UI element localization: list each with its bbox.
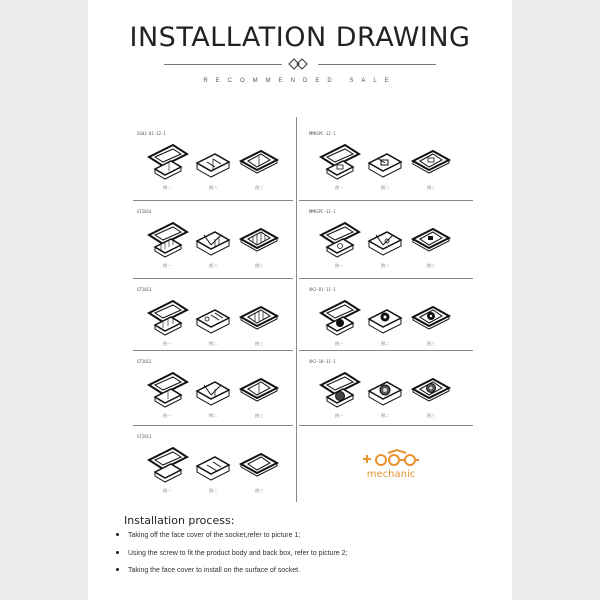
bullet-icon [116, 533, 119, 536]
product-cell [305, 125, 465, 200]
socket-body-drawing [363, 141, 407, 183]
installed-socket-drawing [409, 219, 453, 261]
step-text: Taking off the face cover of the socket,refer to picture 1; [128, 532, 301, 539]
socket-body-drawing [191, 369, 235, 411]
socket-body-drawing [191, 444, 235, 486]
socket-body-drawing [191, 297, 235, 339]
product-cell [305, 203, 465, 278]
install-step-figure [363, 369, 407, 419]
installed-switch-drawing [237, 444, 281, 486]
faceplate-exploded-drawing [317, 297, 361, 339]
product-cell [133, 281, 293, 356]
figure-caption: 图一 [335, 341, 343, 346]
install-step-figure [237, 141, 281, 191]
installation-sheet [88, 0, 512, 600]
install-step-figure [145, 219, 189, 269]
grid-divider [299, 200, 473, 201]
figure-caption: 图二 [209, 341, 217, 346]
figure-caption: 图三 [427, 185, 435, 190]
figure-caption: 图一 [163, 263, 171, 268]
bullet-icon [116, 568, 119, 571]
grid-divider [133, 200, 293, 201]
product-cell [133, 353, 293, 428]
socket-body-drawing [363, 369, 407, 411]
faceplate-exploded-drawing [317, 369, 361, 411]
figure-caption: 图三 [255, 263, 263, 268]
install-step-figure [145, 444, 189, 494]
installed-switch-drawing [237, 219, 281, 261]
socket-body-drawing [363, 219, 407, 261]
install-step-figure [363, 219, 407, 269]
product-code: GT2012 [137, 359, 152, 364]
figure-caption: 图二 [209, 185, 217, 190]
figure-caption: 图二 [381, 413, 389, 418]
install-step-figure [317, 297, 361, 347]
figure-caption: 图一 [163, 488, 171, 493]
step-text: Taking the face cover to install on the surface of socket. [128, 567, 300, 574]
figure-caption: 图一 [163, 413, 171, 418]
figure-caption: 图一 [163, 185, 171, 190]
install-step-figure [317, 141, 361, 191]
figure-caption: 图三 [427, 341, 435, 346]
figure-caption: 图二 [209, 413, 217, 418]
faceplate-exploded-drawing [145, 297, 189, 339]
grid-divider [133, 278, 293, 279]
product-code: GT2014 [137, 209, 152, 214]
step-text: Using the screw to fit the product body and back box, refer to picture 2; [128, 549, 348, 557]
header-rule-left [164, 64, 282, 65]
install-step-figure [409, 219, 453, 269]
install-step-figure [317, 219, 361, 269]
product-code: GT2013 [137, 287, 152, 292]
installation-process-title: Installation process: [124, 514, 235, 527]
brand-logo [351, 447, 431, 487]
page-subtitle: RECOMMENDED SALE [203, 78, 397, 84]
faceplate-exploded-drawing [145, 219, 189, 261]
install-step-figure [191, 369, 235, 419]
install-step-figure [409, 369, 453, 419]
product-grid [133, 117, 473, 502]
installed-knob-drawing [409, 297, 453, 339]
installation-steps-list [116, 532, 496, 585]
product-code: GS02-01-12-1 [137, 131, 166, 136]
installed-switch-drawing [237, 369, 281, 411]
faceplate-exploded-drawing [317, 219, 361, 261]
page-title: INSTALLATION DRAWING [129, 22, 471, 53]
install-step-figure [191, 444, 235, 494]
install-step-figure [363, 297, 407, 347]
product-code: VK2-10-12-1 [309, 359, 336, 364]
figure-caption: 图一 [335, 413, 343, 418]
install-step-figure [363, 141, 407, 191]
list-item [116, 532, 496, 550]
install-step-figure [145, 369, 189, 419]
product-code: VK2-01-12-1 [309, 287, 336, 292]
list-item [116, 550, 496, 568]
figure-caption: 图三 [255, 341, 263, 346]
product-cell [305, 281, 465, 356]
double-diamond-icon [288, 58, 312, 70]
list-item [116, 567, 496, 585]
product-code: MMKSPC-12-1 [309, 209, 336, 214]
install-step-figure [191, 141, 235, 191]
tractor-wheels-icon [351, 447, 431, 469]
install-step-figure [237, 369, 281, 419]
figure-caption: 图二 [381, 341, 389, 346]
bullet-icon [116, 551, 119, 554]
grid-divider-vertical [296, 117, 297, 502]
figure-caption: 图三 [427, 263, 435, 268]
brand-logo-text: mechanic [366, 469, 416, 480]
product-cell [305, 353, 465, 428]
figure-caption: 图三 [255, 488, 263, 493]
product-cell [133, 125, 293, 200]
product-code: GT2011 [137, 434, 152, 439]
socket-body-drawing [363, 297, 407, 339]
figure-caption: 图二 [209, 263, 217, 268]
install-step-figure [191, 219, 235, 269]
figure-caption: 图一 [335, 263, 343, 268]
install-step-figure [237, 219, 281, 269]
product-cell [133, 428, 293, 503]
socket-body-drawing [191, 141, 235, 183]
faceplate-exploded-drawing [317, 141, 361, 183]
figure-caption: 图三 [427, 413, 435, 418]
product-code: MMKSPC-12-1 [309, 131, 336, 136]
figure-caption: 图三 [255, 185, 263, 190]
installed-switch-drawing [237, 297, 281, 339]
grid-divider [299, 278, 473, 279]
product-cell [133, 203, 293, 278]
install-step-figure [191, 297, 235, 347]
install-step-figure [145, 141, 189, 191]
figure-caption: 图一 [335, 185, 343, 190]
installed-knob-drawing [409, 369, 453, 411]
figure-caption: 图二 [381, 263, 389, 268]
installed-switch-drawing [237, 141, 281, 183]
install-step-figure [409, 141, 453, 191]
install-step-figure [237, 297, 281, 347]
install-step-figure [409, 297, 453, 347]
header-rule-right [318, 64, 436, 65]
figure-caption: 图二 [381, 185, 389, 190]
socket-body-drawing [191, 219, 235, 261]
faceplate-exploded-drawing [145, 444, 189, 486]
installed-socket-drawing [409, 141, 453, 183]
faceplate-exploded-drawing [145, 141, 189, 183]
install-step-figure [237, 444, 281, 494]
figure-caption: 图一 [163, 341, 171, 346]
install-step-figure [317, 369, 361, 419]
install-step-figure [145, 297, 189, 347]
figure-caption: 图三 [255, 413, 263, 418]
figure-caption: 图二 [209, 488, 217, 493]
faceplate-exploded-drawing [145, 369, 189, 411]
